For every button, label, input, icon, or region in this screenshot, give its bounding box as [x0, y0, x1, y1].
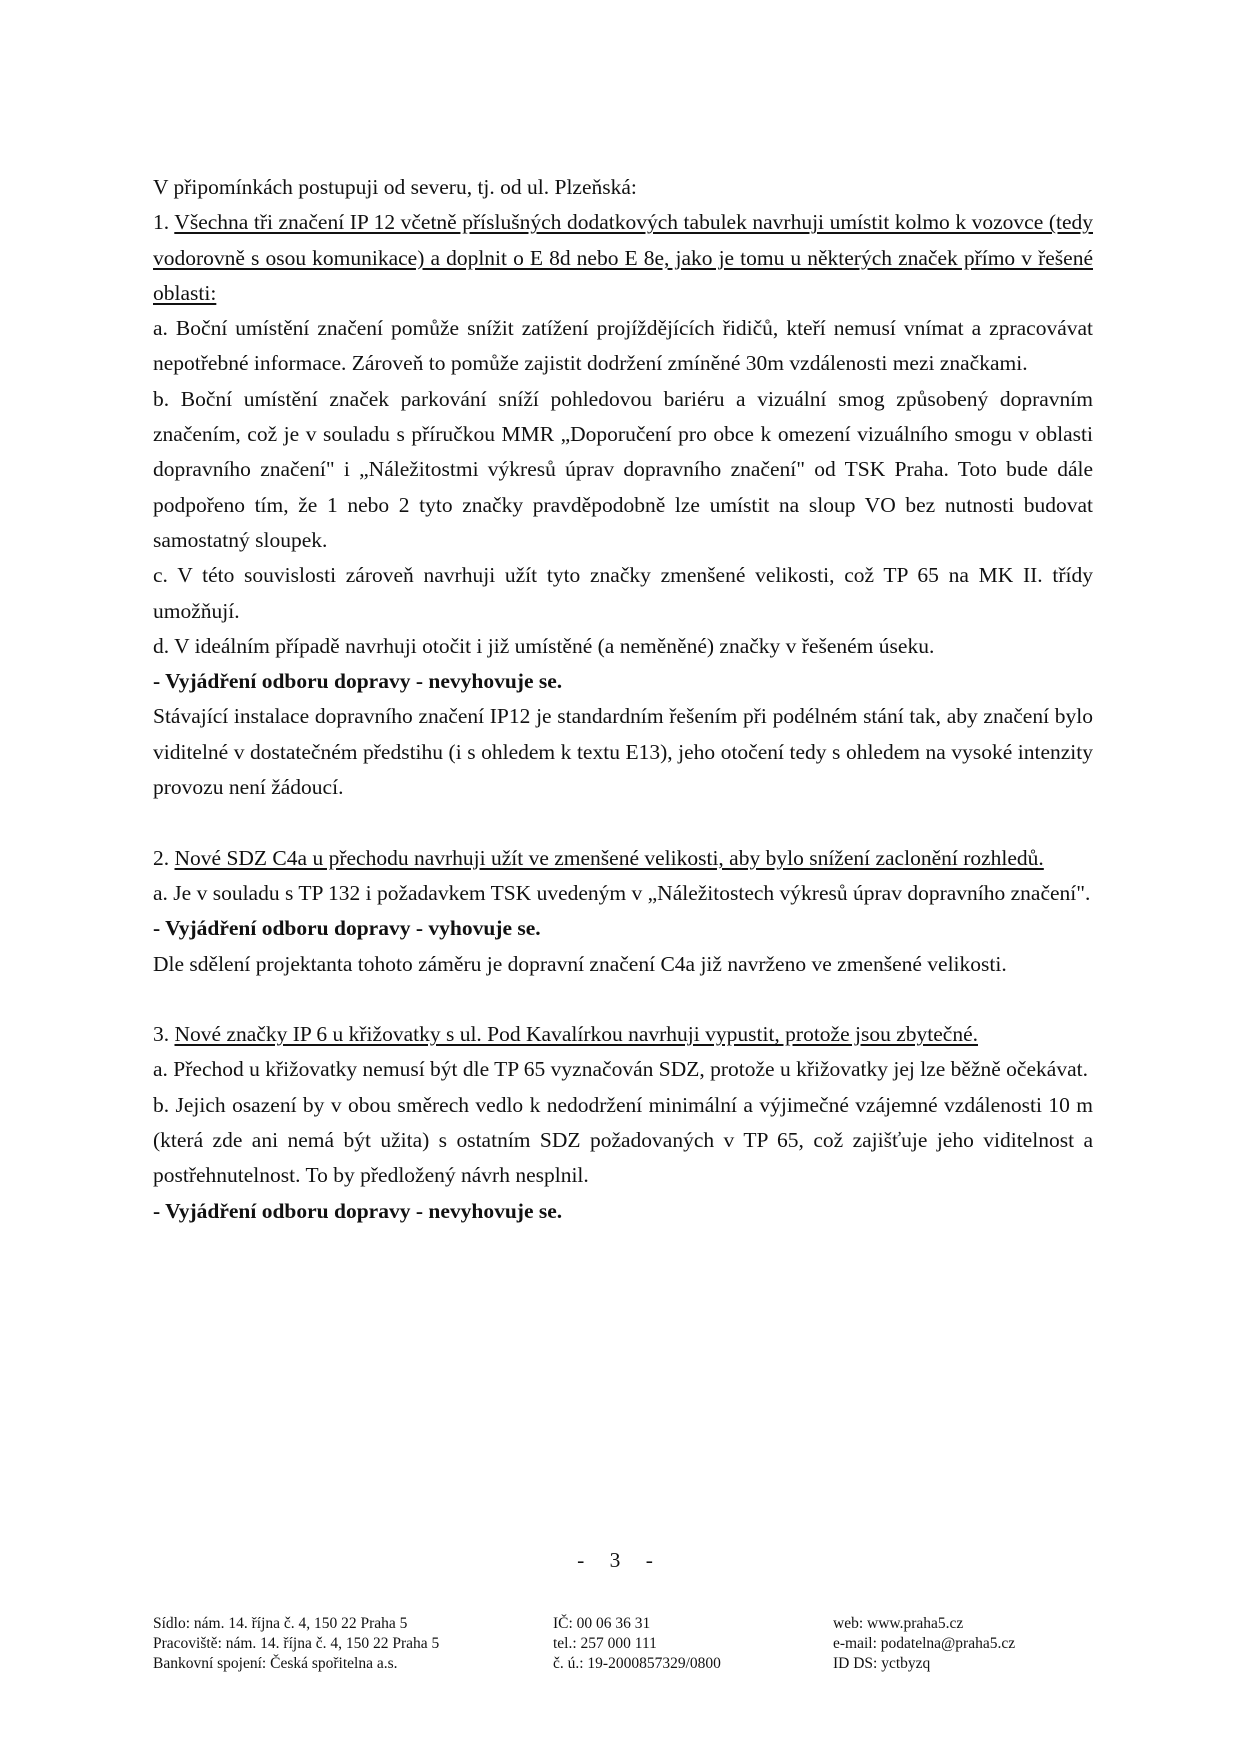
footer-web: web: www.praha5.cz: [833, 1615, 964, 1632]
footer-ids-column: [553, 1614, 721, 1674]
item-2-point-a: a. Je v souladu s TP 132 i požadavkem TSK uvedeným v „Náležitostech výkresů úprav dopravního značení".: [153, 880, 1091, 905]
item-1-heading: [153, 205, 1093, 311]
footer-bank: Bankovní spojení: Česká spořitelna a.s.: [153, 1655, 398, 1672]
intro-text: V připomínkách postupuji od severu, tj. od ul. Plzeňská:: [153, 175, 637, 199]
item-1-point-a: a. Boční umístění značení pomůže snížit zatížení projíždějících řidičů, kteří nemusí vnímat a zpracovávat nepotřebné informace. Zároveň to pomůže zajistit dodržení zmíněné 30m vzdálenosti mezi značkami.: [153, 316, 1093, 376]
footer-account: č. ú.: 19-2000857329/0800: [553, 1655, 721, 1672]
item-2-number: 2.: [153, 845, 170, 870]
footer-contact-column: [833, 1614, 1015, 1674]
item-2-verdict: - Vyjádření odboru dopravy - vyhovuje se.: [153, 916, 541, 941]
footer-ico: IČ: 00 06 36 31: [553, 1615, 651, 1632]
item-2-heading-text: Nové SDZ C4a u přechodu navrhuji užít ve zmenšené velikosti, aby bylo snížení zaclonění rozhledů.: [174, 845, 1044, 870]
item-1-response: Stávající instalace dopravního značení IP12 je standardním řešením při podélném stání tak, aby značení bylo viditelné v dostatečném předstihu (i s ohledem k textu E13), jeho otočení tedy s ohledem na vysoké intenzity provozu není žádoucí.: [153, 704, 1093, 800]
footer-data-box: ID DS: yctbyzq: [833, 1655, 931, 1672]
footer-office: Pracoviště: nám. 14. října č. 4, 150 22 Praha 5: [153, 1635, 440, 1652]
item-1-heading-text: Všechna tři značení IP 12 včetně příslušných dodatkových tabulek navrhuji umístit kolmo k vozovce (tedy vodorovně s osou komunikace) a doplnit o E 8d nebo E 8e, jako je tomu u některých značek přímo v řešené oblasti:: [153, 210, 1093, 305]
item-3-point-a: a. Přechod u křižovatky nemusí být dle TP 65 vyznačován SDZ, protože u křižovatky jej lze běžně očekávat.: [153, 1057, 1088, 1082]
section-gap: [153, 805, 1093, 840]
item-3-verdict: - Vyjádření odboru dopravy - nevyhovuje se.: [153, 1198, 563, 1223]
footer-seat: Sídlo: nám. 14. října č. 4, 150 22 Praha 5: [153, 1615, 408, 1632]
item-1-point-b: b. Boční umístění značek parkování sníží pohledovou bariéru a vizuální smog způsobený dopravním značením, což je v souladu s příručkou MMR „Doporučení pro obce k omezení vizuálního smogu v oblasti dopravního značení" i „Náležitostmi výkresů úprav dopravního značení" od TSK Praha. Toto bude dále podpořeno tím, že 1 nebo 2 tyto značky pravděpodobně lze umístit na sloup VO bez nutnosti budovat samostatný sloupek.: [153, 386, 1093, 552]
item-2-response: Dle sdělení projektanta tohoto záměru je dopravní značení C4a již navrženo ve zmenšené velikosti.: [153, 951, 1007, 976]
item-3-number: 3.: [153, 1022, 170, 1047]
item-1-point-d: d. V ideálním případě navrhuji otočit i již umístěné (a neměněné) značky v řešeném úseku.: [153, 633, 935, 658]
item-3-heading-text: Nové značky IP 6 u křižovatky s ul. Pod Kavalírkou navrhuji vypustit, protože jsou zbytečné.: [174, 1022, 978, 1047]
footer-address-column: [153, 1614, 439, 1674]
page-number: - 3 -: [577, 1548, 663, 1572]
item-3-heading: [153, 1017, 1093, 1052]
footer-phone: tel.: 257 000 111: [553, 1635, 657, 1652]
item-1-point-c: c. V této souvislosti zároveň navrhuji užít tyto značky zmenšené velikosti, což TP 65 na MK II. třídy umožňují.: [153, 563, 1093, 623]
footer-email: e-mail: podatelna@praha5.cz: [833, 1635, 1016, 1652]
document-body: [153, 170, 1093, 1229]
item-1-number: 1.: [153, 210, 170, 235]
section-gap: [153, 982, 1093, 1017]
item-1-verdict: - Vyjádření odboru dopravy - nevyhovuje se.: [153, 669, 563, 694]
item-2-heading: [153, 841, 1093, 876]
item-3-point-b: b. Jejich osazení by v obou směrech vedlo k nedodržení minimální a výjimečné vzájemné vzdálenosti 10 m (která zde ani nemá být užita) s ostatním SDZ požadovaných v TP 65, což zajišťuje jeho viditelnost a postřehnutelnost. To by předložený návrh nesplnil.: [153, 1092, 1093, 1188]
